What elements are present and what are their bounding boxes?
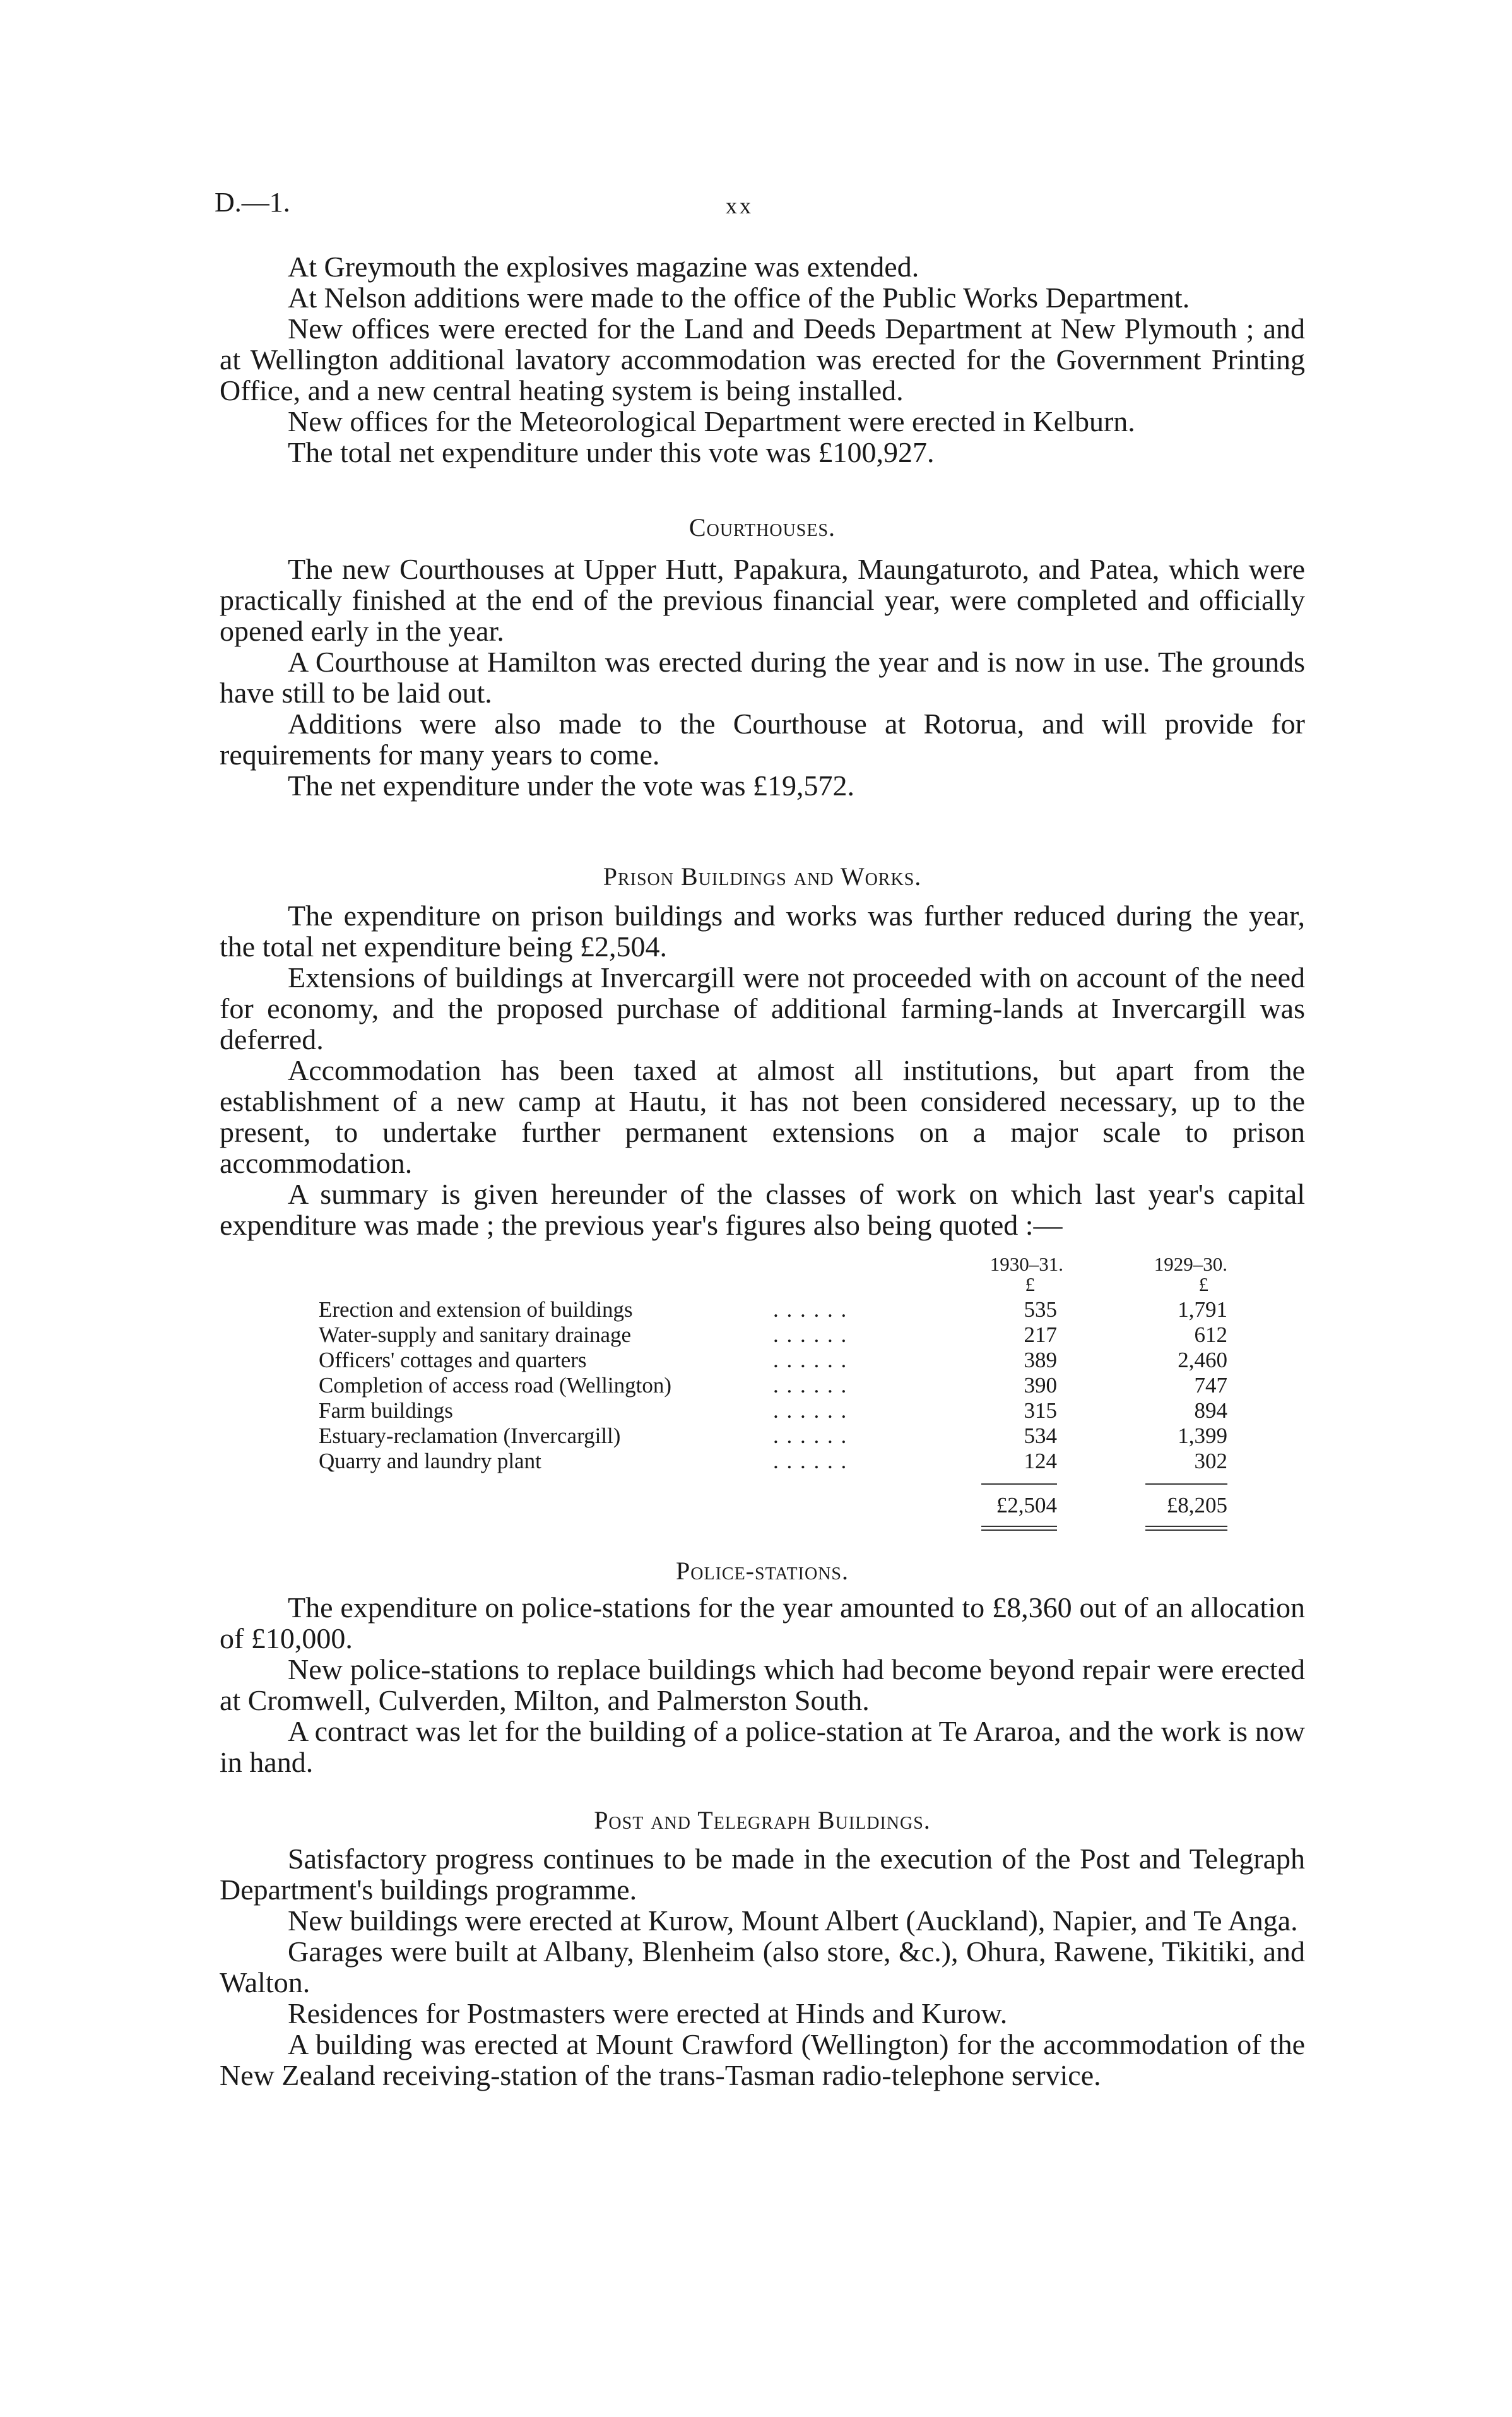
total-1930: £2,504 <box>996 1493 1057 1517</box>
paragraph: Garages were built at Albany, Blenheim (also store, &c.), Ohura, Rawene, Tikitiki, and Walton. <box>220 1935 1305 1998</box>
page-number: xx <box>726 193 753 218</box>
leader-dots: . . . . . . <box>773 1398 848 1423</box>
value-1929: 894 <box>1194 1398 1227 1423</box>
paragraph: A summary is given hereunder of the classes of work on which last year's capital expenditure was made ; the previous year's figures also being quoted :— <box>220 1178 1305 1241</box>
leader-dots: . . . . . . <box>773 1373 848 1398</box>
value-1929: 302 <box>1194 1449 1227 1473</box>
value-1930: 389 <box>1024 1348 1057 1372</box>
table-row <box>319 1398 1253 1423</box>
value-1930: 124 <box>1024 1449 1057 1473</box>
document-reference: D.—1. <box>215 187 290 218</box>
paragraph: The net expenditure under the vote was £19,572. <box>288 769 855 802</box>
row-label: Water-supply and sanitary drainage <box>319 1322 632 1347</box>
value-1929: 747 <box>1194 1373 1227 1398</box>
unit-label: £ <box>1198 1273 1208 1295</box>
paragraph: A contract was let for the building of a police-station at Te Araroa, and the work is now in hand. <box>220 1715 1305 1778</box>
paragraph: The expenditure on prison buildings and works was further reduced during the year, the total net expenditure being £2,504. <box>220 900 1305 963</box>
paragraph: The total net expenditure under this vote was £100,927. <box>288 436 935 468</box>
value-1930: 535 <box>1024 1297 1057 1322</box>
total-double-rule <box>1145 1529 1227 1531</box>
row-label: Completion of access road (Wellington) <box>319 1373 671 1398</box>
paragraph: Accommodation has been taxed at almost all institutions, but apart from the establishment of a new camp at Hautu, it has not been considered necessary, up to the present, to undertake further permanent extensions on a major scale to prison accommodation. <box>220 1054 1305 1179</box>
column-header-1929: 1929–30. <box>1154 1253 1227 1275</box>
table-row <box>319 1449 1253 1474</box>
table-row <box>319 1348 1253 1373</box>
paragraph: Extensions of buildings at Invercargill were not proceeded with on account of the need for economy, and the proposed purchase of additional farming-lands at Invercargill was deferred. <box>220 961 1305 1055</box>
total-1929: £8,205 <box>1166 1493 1227 1517</box>
paragraph: Additions were also made to the Courthouse at Rotorua, and will provide for requirements for many years to come. <box>220 708 1305 771</box>
paragraph: New buildings were erected at Kurow, Mount Albert (Auckland), Napier, and Te Anga. <box>288 1904 1298 1937</box>
paragraph: A Courthouse at Hamilton was erected during the year and is now in use. The grounds have still to be laid out. <box>220 646 1305 709</box>
value-1930: 217 <box>1024 1322 1057 1347</box>
leader-dots: . . . . . . <box>773 1297 848 1322</box>
section-heading-courthouses: Courthouses. <box>688 513 836 542</box>
leader-dots: . . . . . . <box>773 1423 848 1448</box>
prison-section <box>220 900 1305 1240</box>
paragraph: The new Courthouses at Upper Hutt, Papakura, Maungaturoto, and Patea, which were practically finished at the end of the previous financial year, were completed and officially opened early in the year. <box>220 553 1305 647</box>
police-section <box>220 1592 1305 1778</box>
paragraph: At Nelson additions were made to the office of the Public Works Department. <box>288 282 1190 314</box>
value-1930: 534 <box>1024 1423 1057 1448</box>
leader-dots: . . . . . . <box>773 1348 848 1372</box>
paragraph: A building was erected at Mount Crawford (Wellington) for the accommodation of the New Zealand receiving-station of the trans-Tasman radio-telephone service. <box>220 2028 1305 2091</box>
value-1929: 1,791 <box>1178 1297 1227 1322</box>
paragraph: Residences for Postmasters were erected at Hinds and Kurow. <box>288 1997 1008 2029</box>
paragraph: The expenditure on police-stations for the year amounted to £8,360 out of an allocation of £10,000. <box>220 1591 1305 1654</box>
subtotal-rule <box>1145 1483 1227 1485</box>
courthouses-section <box>220 554 1305 801</box>
value-1930: 315 <box>1024 1398 1057 1423</box>
paragraph: New offices for the Meteorological Department were erected in Kelburn. <box>288 405 1135 437</box>
row-label: Quarry and laundry plant <box>319 1449 541 1473</box>
expenditure-table <box>319 1253 1253 1550</box>
leader-dots: . . . . . . <box>773 1449 848 1473</box>
paragraph: At Greymouth the explosives magazine was extended. <box>288 251 919 283</box>
value-1929: 612 <box>1194 1322 1227 1347</box>
post-telegraph-section <box>220 1843 1305 2091</box>
table-row <box>319 1322 1253 1348</box>
column-header-1930: 1930–31. <box>989 1253 1063 1275</box>
paragraph: Satisfactory progress continues to be made in the execution of the Post and Telegraph Department's buildings programme. <box>220 1843 1305 1906</box>
total-double-rule <box>981 1529 1057 1531</box>
unit-label: £ <box>1025 1273 1035 1295</box>
table-row <box>319 1297 1253 1322</box>
row-label: Farm buildings <box>319 1398 453 1423</box>
total-double-rule <box>1145 1526 1227 1527</box>
total-row <box>319 1493 1253 1518</box>
paragraph: New offices were erected for the Land and Deeds Department at New Plymouth ; and at Wellington additional lavatory accommodation was erected for the Government Printing Office, and a new central heating system is being installed. <box>220 312 1305 407</box>
row-label: Estuary-reclamation (Invercargill) <box>319 1423 621 1448</box>
subtotal-rule <box>981 1483 1057 1485</box>
table-row <box>319 1423 1253 1449</box>
paragraph: New police-stations to replace buildings which had become beyond repair were erected at Cromwell, Culverden, Milton, and Palmerston South. <box>220 1653 1305 1716</box>
table-row <box>319 1373 1253 1398</box>
row-label: Erection and extension of buildings <box>319 1297 633 1322</box>
value-1929: 2,460 <box>1178 1348 1227 1372</box>
section-heading-police: Police-stations. <box>676 1557 849 1585</box>
leader-dots: . . . . . . <box>773 1322 848 1347</box>
value-1929: 1,399 <box>1178 1423 1227 1448</box>
intro-section <box>220 251 1305 468</box>
section-heading-prison: Prison Buildings and Works. <box>603 862 922 891</box>
value-1930: 390 <box>1024 1373 1057 1398</box>
row-label: Officers' cottages and quarters <box>319 1348 587 1372</box>
total-double-rule <box>981 1526 1057 1527</box>
section-heading-post-telegraph: Post and Telegraph Buildings. <box>594 1806 931 1834</box>
